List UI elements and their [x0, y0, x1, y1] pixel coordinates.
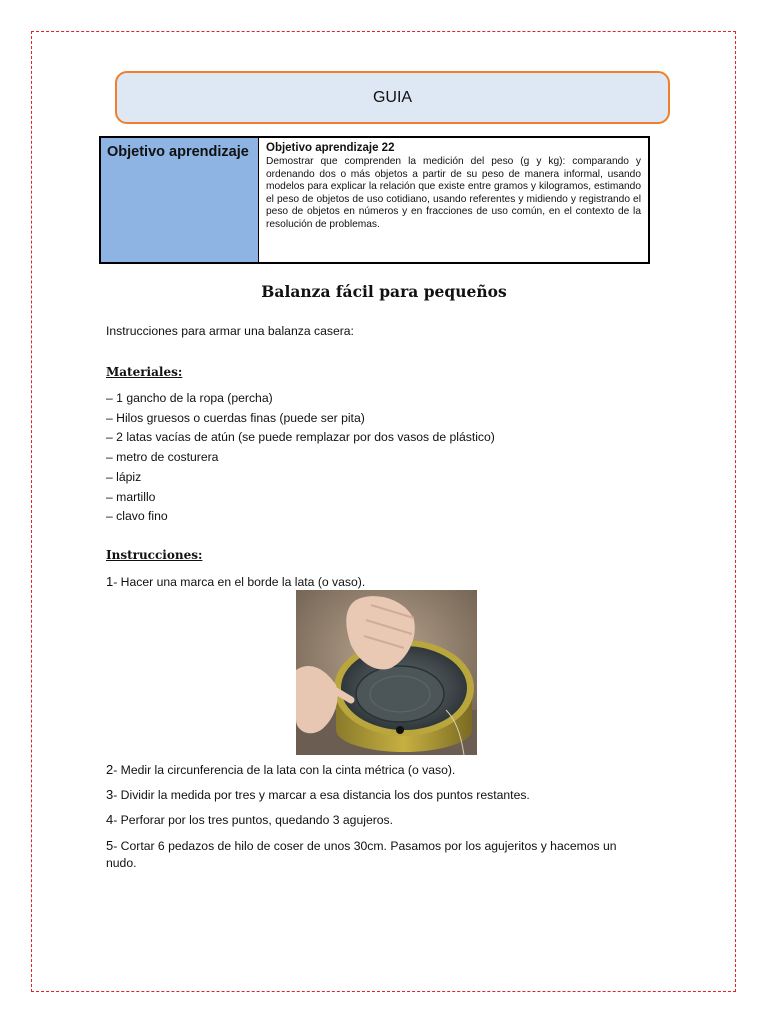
list-item: – martillo — [106, 489, 156, 504]
step-number: 5 — [106, 838, 114, 853]
step-text: - Cortar 6 pedazos de hilo de coser de unos 30cm. Pasamos por los agujeritos y hacemos un nudo. — [106, 839, 617, 870]
intro-text: Instrucciones para armar una balanza casera: — [106, 324, 354, 338]
step-number: 1 — [106, 574, 114, 589]
page-title: GUIA — [372, 88, 413, 106]
materials-list — [106, 389, 495, 527]
step-text: - Perforar por los tres puntos, quedando 3 agujeros. — [113, 813, 394, 827]
step-text: - Medir la circunferencia de la lata con la cinta métrica (o vaso). — [113, 763, 456, 777]
objective-label: Objetivo aprendizaje — [101, 138, 259, 262]
instructions-heading: Instrucciones: — [106, 548, 203, 562]
list-item: – clavo fino — [106, 509, 168, 524]
step-text: - Dividir la medida por tres y marcar a esa distancia los dos puntos restantes. — [113, 788, 530, 802]
instruction-step — [106, 761, 646, 779]
materials-heading: Materiales: — [106, 365, 183, 379]
step-number: 2 — [106, 762, 114, 777]
objective-text: Demostrar que comprenden la medición del peso (g y kg): comparando y ordenando dos o más objetos a partir de su peso de manera informal, usando modelos para explicar la relación que existe entre gramos y kilogramos, estimando el peso de objetos de uso cotidiano, usando referentes y midiendo y registrando el peso de objetos en números y en fracciones de uso común, en el contexto de la resolución de problemas. — [266, 156, 641, 230]
objective-table — [99, 136, 650, 264]
list-item: – lápiz — [106, 469, 142, 484]
instruction-step — [106, 837, 646, 872]
step-number: 4 — [106, 812, 114, 827]
list-item: – Hilos gruesos o cuerdas finas (puede ser pita) — [106, 410, 365, 425]
list-item: – metro de costurera — [106, 450, 219, 465]
list-item: – 2 latas vacías de atún (se puede remplazar por dos vasos de plástico) — [106, 430, 495, 445]
instruction-step — [106, 786, 646, 804]
title-box — [115, 71, 670, 124]
instruction-step — [106, 811, 646, 829]
step-text: - Hacer una marca en el borde la lata (o vaso). — [113, 575, 366, 589]
instruction-step — [106, 573, 646, 591]
objective-content — [259, 138, 648, 262]
list-item: – 1 gancho de la ropa (percha) — [106, 391, 273, 405]
tin-can-photo — [296, 590, 477, 755]
document-title: Balanza fácil para pequeños — [261, 282, 507, 301]
objective-title: Objetivo aprendizaje 22 — [266, 142, 395, 154]
step-number: 3 — [106, 787, 114, 802]
